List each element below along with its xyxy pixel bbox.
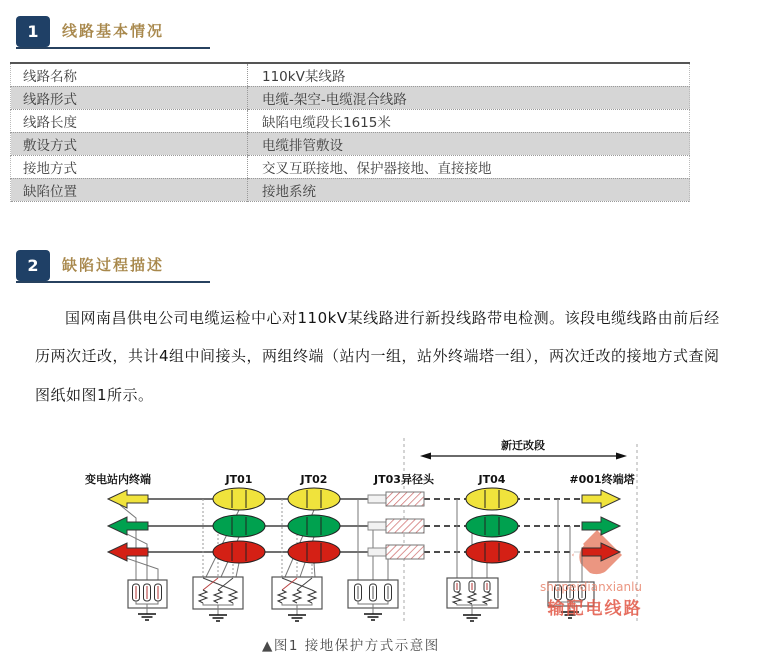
ground-symbol xyxy=(138,614,156,620)
left-arrow-yellow xyxy=(108,490,148,508)
right-arrow-green xyxy=(582,517,620,535)
watermark-pinyin: shupeidianxianlu xyxy=(539,580,643,594)
row-value: 缺陷电缆段长1615米 xyxy=(248,109,690,132)
section1-title: 线路基本情况 xyxy=(62,22,165,40)
table-row xyxy=(11,63,690,86)
section2-title: 缺陷过程描述 xyxy=(62,255,165,274)
jt01-label: JT01 xyxy=(225,473,253,486)
ground-symbol xyxy=(364,614,382,620)
row-label: 敷设方式 xyxy=(11,132,248,155)
row-label: 线路名称 xyxy=(11,63,248,86)
right-arrow-yellow xyxy=(582,490,620,508)
joint-jt03-transition xyxy=(368,492,424,559)
right-terminal-label: #001终端塔 xyxy=(569,473,635,486)
relocated-section-span xyxy=(420,438,627,460)
ground-box-3-crossbond xyxy=(272,577,322,621)
table-row xyxy=(11,178,690,201)
jt03-label: JT03异径头 xyxy=(374,473,434,486)
row-value: 交叉互联接地、保护器接地、直接接地 xyxy=(248,155,690,178)
section2-number-badge: 2 xyxy=(16,250,50,281)
ground-symbol xyxy=(209,615,227,621)
table-row xyxy=(11,109,690,132)
table-row xyxy=(11,132,690,155)
jt02-label: JT02 xyxy=(300,473,328,486)
row-value: 电缆排管敷设 xyxy=(248,132,690,155)
grounding-schematic-figure xyxy=(10,422,755,630)
table-row xyxy=(11,86,690,109)
left-arrow-green xyxy=(108,517,148,535)
figure-caption: ▲图1 接地保护方式示意图 xyxy=(262,638,440,654)
watermark-text xyxy=(540,580,643,619)
ground-symbol xyxy=(288,615,306,621)
joint-jt01 xyxy=(213,488,265,563)
ground-box-2-crossbond xyxy=(193,577,243,621)
row-label: 缺陷位置 xyxy=(11,178,248,201)
table-row xyxy=(11,155,690,178)
line-info-table xyxy=(10,62,690,202)
joint-jt04 xyxy=(466,488,518,563)
ground-box-1 xyxy=(128,580,167,620)
relocated-section-label: 新迁改段 xyxy=(501,439,545,452)
grounding-routing-lines xyxy=(120,499,582,582)
row-label: 接地方式 xyxy=(11,155,248,178)
left-terminal-label: 变电站内终端 xyxy=(85,473,151,486)
ground-box-5-protector xyxy=(447,578,498,621)
watermark-chinese: 输配电线路 xyxy=(547,599,643,619)
defect-description-paragraph: 国网南昌供电公司电缆运检中心对110kV某线路进行新投线路带电检测。该段电缆线路由前后经历两次迁改，共计4组中间接头，两组终端（站内一组，站外终端塔一组），两次迁改的接地方式查阅图纸如图1所示。 xyxy=(35,308,720,404)
section1-header xyxy=(16,16,210,49)
section2-header xyxy=(16,250,210,283)
jt04-label: JT04 xyxy=(478,473,506,486)
row-value: 接地系统 xyxy=(248,178,690,201)
ground-symbol xyxy=(463,615,481,621)
section1-number-badge: 1 xyxy=(16,16,50,47)
row-value: 电缆-架空-电缆混合线路 xyxy=(248,86,690,109)
ground-box-4 xyxy=(348,580,398,620)
row-label: 线路长度 xyxy=(11,109,248,132)
row-value: 110kV某线路 xyxy=(248,63,690,86)
joint-jt02 xyxy=(288,488,340,563)
row-label: 线路形式 xyxy=(11,86,248,109)
